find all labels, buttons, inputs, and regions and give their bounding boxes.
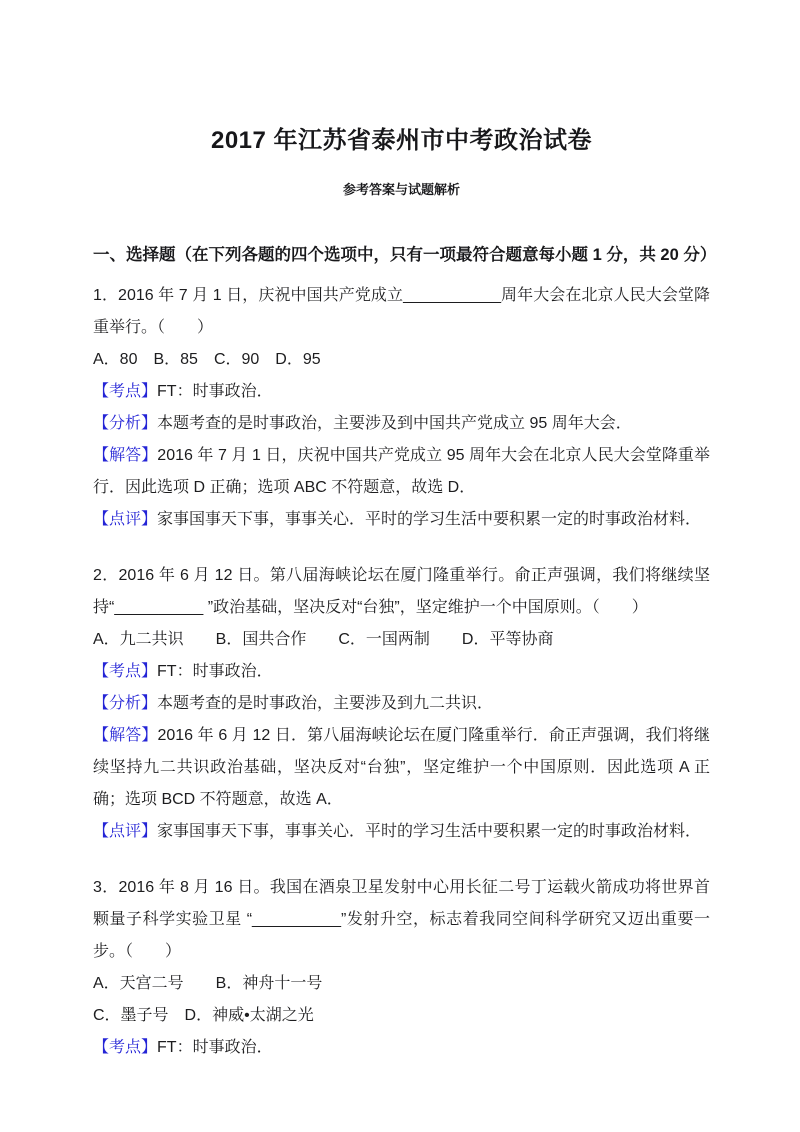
annotation-label: 【点评】 xyxy=(93,511,158,528)
question-2-annotation-fenxi xyxy=(93,688,710,720)
annotation-label: 【分析】 xyxy=(93,695,158,712)
section-heading: 一、选择题（在下列各题的四个选项中，只有一项最符合题意每小题 1 分，共 20 分） xyxy=(93,246,717,264)
annotation-text: FT：时事政治． xyxy=(157,663,273,680)
page-subtitle: 参考答案与试题解析 xyxy=(342,182,460,197)
question-1 xyxy=(93,280,710,536)
annotation-text: 2016 年 7 月 1 日，庆祝中国共产党成立 95 周年大会在北京人民大会堂降重举行．因此选项 D 正确；选项 ABC 不符题意，故选 D． xyxy=(93,447,710,496)
question-3 xyxy=(93,872,710,1064)
annotation-label: 【解答】 xyxy=(93,447,158,464)
annotation-label: 【解答】 xyxy=(93,727,158,744)
annotation-text: 本题考查的是时事政治，主要涉及到九二共识． xyxy=(157,695,494,712)
annotation-text: 本题考查的是时事政治，主要涉及到中国共产党成立 95 周年大会． xyxy=(157,415,632,432)
annotation-text: 家事国事天下事，事事关心．平时的学习生活中要积累一定的时事政治材料． xyxy=(157,823,702,840)
annotation-text: FT：时事政治． xyxy=(157,1039,273,1056)
question-1-annotation-fenxi xyxy=(93,408,710,440)
annotation-label: 【考点】 xyxy=(93,663,158,680)
question-1-stem: 1．2016 年 7 月 1 日，庆祝中国共产党成立___________周年大会在北京人民大会堂降重举行。（ ） xyxy=(93,287,710,336)
question-3-options-line-1: A．天宫二号 B．神舟十一号 xyxy=(93,975,323,992)
question-2-stem: 2．2016 年 6 月 12 日。第八届海峡论坛在厦门隆重举行。俞正声强调，我们将继续坚持“__________ ”政治基础，坚决反对“台独”，坚定维护一个中国原则。（ ） xyxy=(93,567,710,616)
question-1-annotation-kaodian xyxy=(93,376,710,408)
annotation-text: 家事国事天下事，事事关心．平时的学习生活中要积累一定的时事政治材料． xyxy=(157,511,702,528)
page-title: 2017 年江苏省泰州市中考政治试卷 xyxy=(210,127,593,154)
question-3-options-line-2: C．墨子号 D．神威•太湖之光 xyxy=(93,1007,314,1024)
question-2-annotation-dianping xyxy=(93,816,710,848)
annotation-text: 2016 年 6 月 12 日．第八届海峡论坛在厦门隆重举行．俞正声强调，我们将继续坚持九二共识政治基础，坚决反对“台独”，坚定维护一个中国原则．因此选项 A 正确；选项 BCD 不符题意，故选 A． xyxy=(93,727,710,808)
annotation-label: 【点评】 xyxy=(93,823,158,840)
question-3-annotation-kaodian xyxy=(93,1032,710,1064)
question-2 xyxy=(93,560,710,848)
question-3-stem: 3．2016 年 8 月 16 日。我国在酒泉卫星发射中心用长征二号丁运载火箭成功将世界首颗量子科学实验卫星 “__________”发射升空，标志着我同空间科学研究又迈出重要一步。（ ） xyxy=(93,879,710,960)
question-1-annotation-dianping xyxy=(93,504,710,536)
question-1-options: A．80 B．85 C．90 D．95 xyxy=(93,351,321,368)
annotation-text: FT：时事政治． xyxy=(157,383,273,400)
question-2-annotation-jieda xyxy=(93,720,710,816)
annotation-label: 【考点】 xyxy=(93,383,158,400)
annotation-label: 【考点】 xyxy=(93,1039,158,1056)
question-2-annotation-kaodian xyxy=(93,656,710,688)
annotation-label: 【分析】 xyxy=(93,415,158,432)
question-2-options: A．九二共识 B．国共合作 C．一国两制 D．平等协商 xyxy=(93,631,554,648)
question-1-annotation-jieda xyxy=(93,440,710,504)
